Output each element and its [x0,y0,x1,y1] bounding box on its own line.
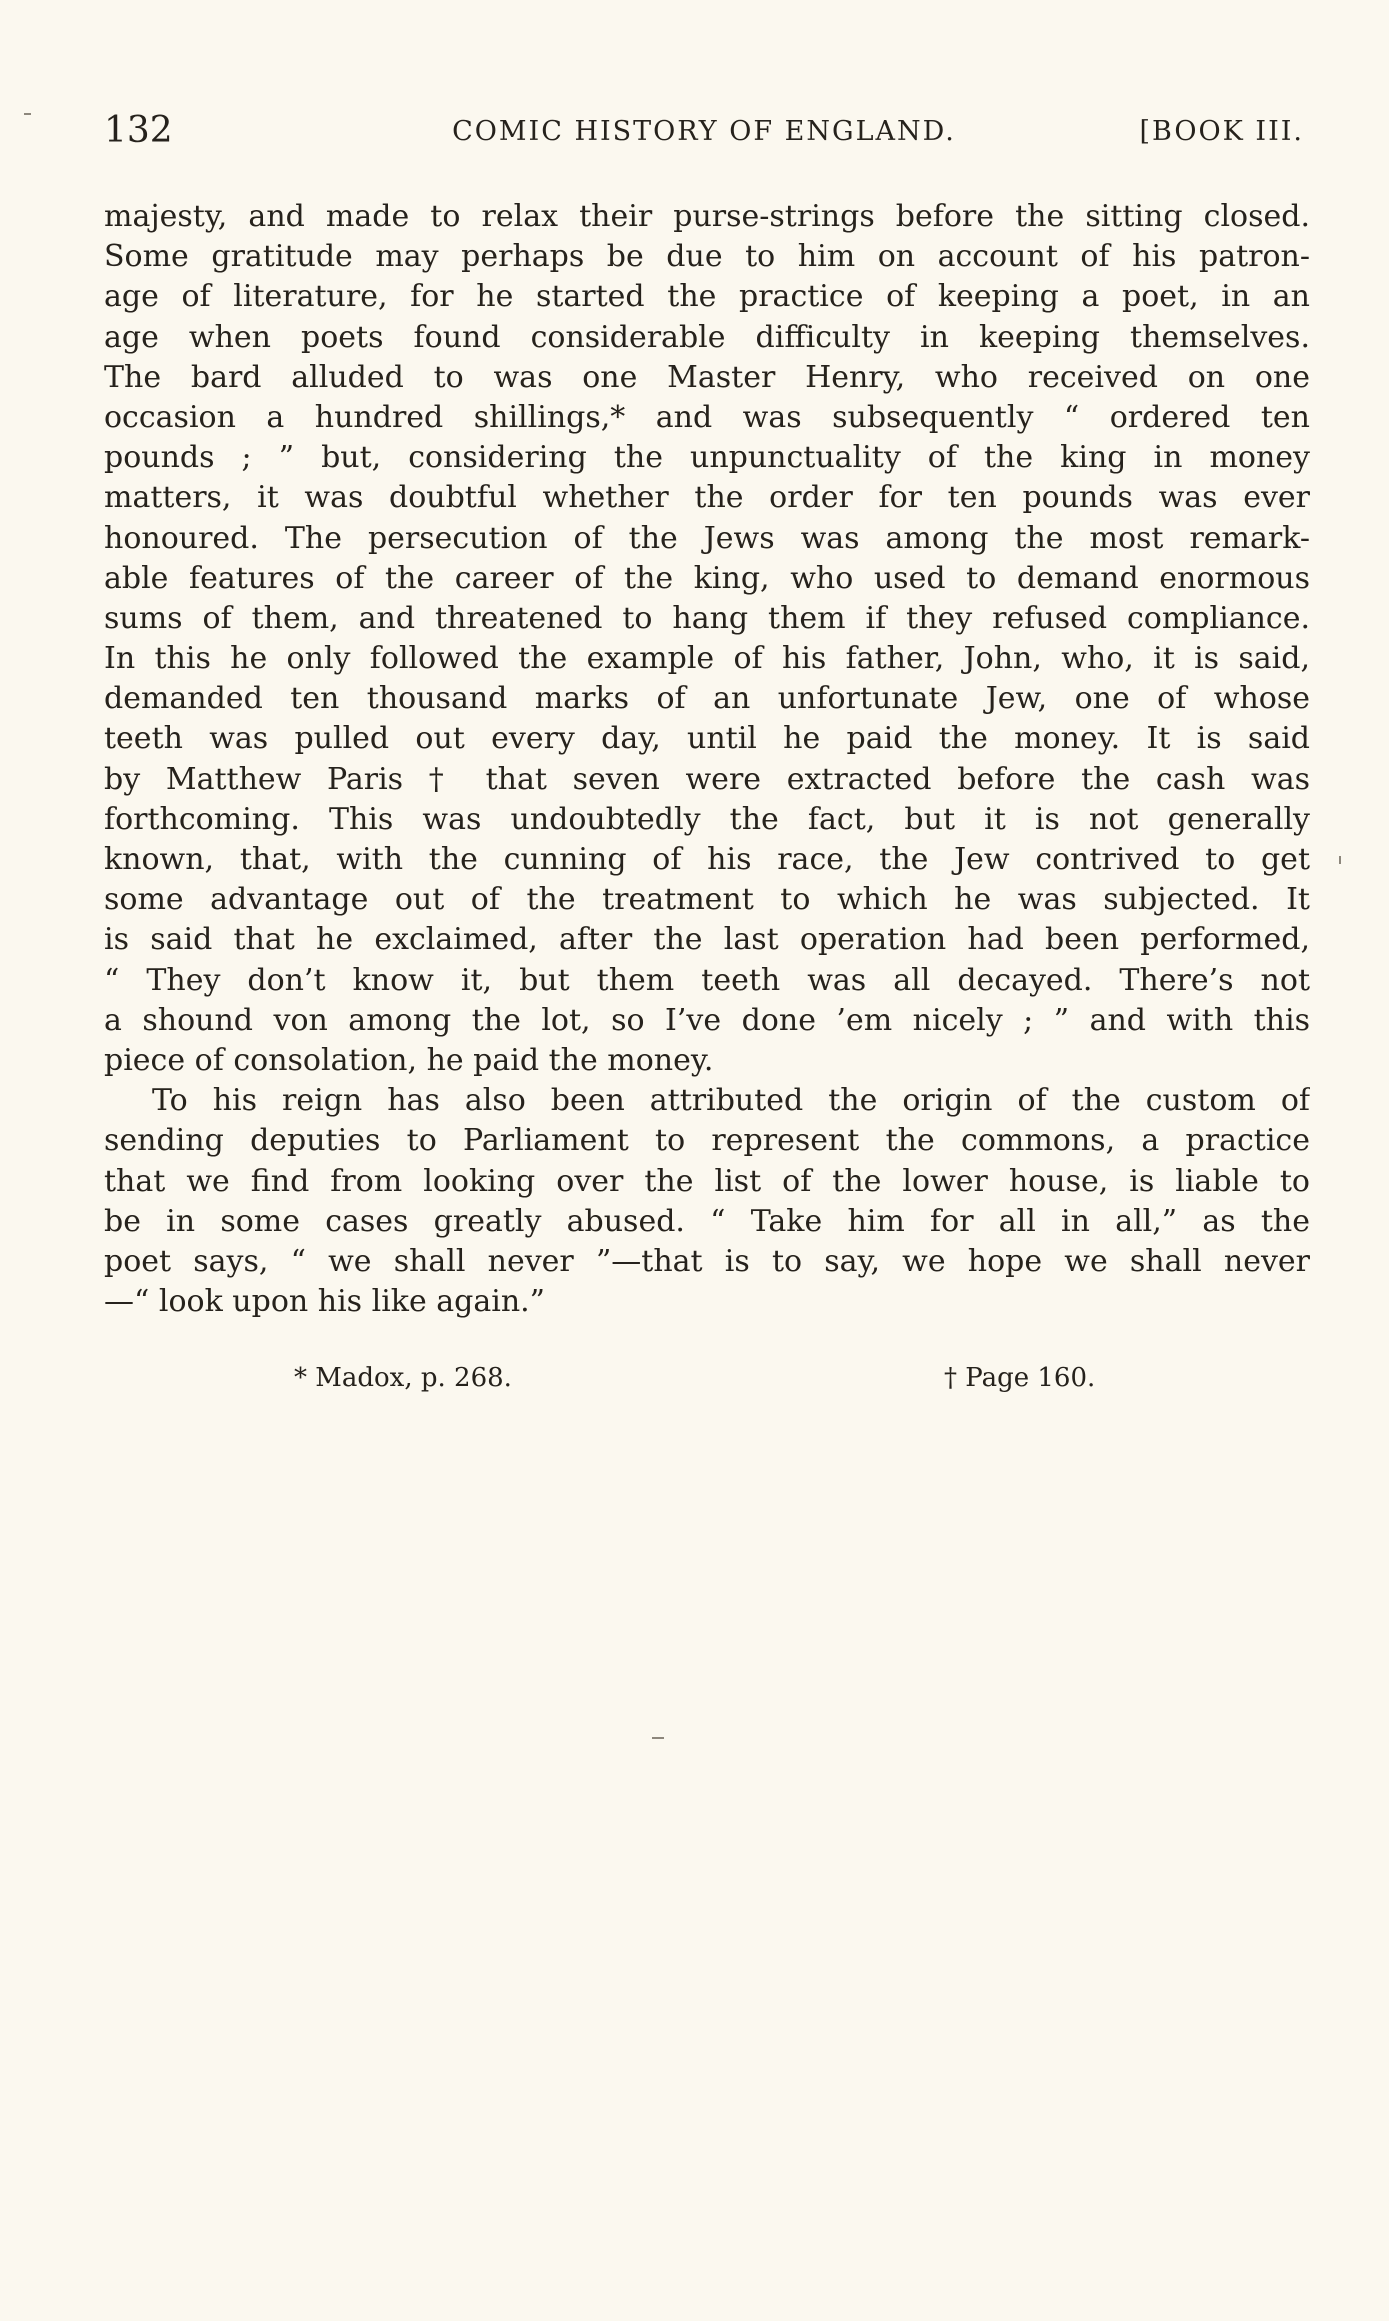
text-line: In this he only followed the example of his father, John, who, it is said, [104,641,1310,677]
text-line: forthcoming. This was undoubtedly the fact, but it is not generally [104,801,1310,837]
page-number: 132 [104,110,173,151]
text-line: some advantage out of the treatment to which he was subjected. It [104,882,1310,918]
text-line: age when poets found considerable difficulty in keeping themselves. [104,319,1310,355]
text-line: honoured. The persecution of the Jews was among the most remark- [104,520,1310,556]
text-line: To his reign has also been attributed the origin of the custom of [152,1083,1310,1119]
text-line: age of literature, for he started the practice of keeping a poet, in an [104,279,1310,315]
text-line: The bard alluded to was one Master Henry, who received on one [104,359,1310,395]
text-line: teeth was pulled out every day, until he paid the money. It is said [104,721,1310,757]
text-line: a shound von among the lot, so I’ve done ’em nicely ; ” and with this [104,1002,1310,1038]
text-line: sums of them, and threatened to hang them if they refused compliance. [104,600,1310,636]
text-line: is said that he exclaimed, after the last operation had been performed, [104,922,1310,958]
paper-speck [652,1737,664,1739]
text-line: —“ look upon his like again.” [104,1284,546,1320]
page-header [104,110,1304,154]
text-line: poet says, “ we shall never ”—that is to say, we hope we shall never [104,1243,1310,1279]
text-line: “ They don’t know it, but them teeth was all decayed. There’s not [104,962,1310,998]
text-line: Some gratitude may perhaps be due to him on account of his patron- [104,239,1310,275]
footnotes [104,1363,1310,1403]
text-line: pounds ; ” but, considering the unpunctuality of the king in money [104,440,1310,476]
text-line: occasion a hundred shillings,* and was subsequently “ ordered ten [104,399,1310,435]
text-line: that we find from looking over the list of the lower house, is liable to [104,1163,1310,1199]
running-title: COMIC HISTORY OF ENGLAND. [452,116,956,147]
text-line: sending deputies to Parliament to represent the commons, a practice [104,1123,1310,1159]
text-line: majesty, and made to relax their purse-strings before the sitting closed. [104,199,1310,234]
text-line: able features of the career of the king, who used to demand enormous [104,560,1310,596]
footnote-page: † Page 160. [944,1363,1096,1393]
body-text [104,197,1310,1322]
paper-speck [1339,856,1341,864]
text-line: be in some cases greatly abused. “ Take him for all in all,” as the [104,1203,1310,1239]
text-line: by Matthew Paris † that seven were extracted before the cash was [104,761,1310,797]
text-line: piece of consolation, he paid the money. [104,1042,714,1078]
footnote-madox: * Madox, p. 268. [294,1363,512,1393]
text-line: matters, it was doubtful whether the order for ten pounds was ever [104,480,1310,516]
book-label: [BOOK III. [1139,116,1304,147]
paper-speck [24,113,31,115]
text-line: known, that, with the cunning of his race, the Jew contrived to get [104,842,1310,877]
text-line: demanded ten thousand marks of an unfortunate Jew, one of whose [104,681,1310,717]
